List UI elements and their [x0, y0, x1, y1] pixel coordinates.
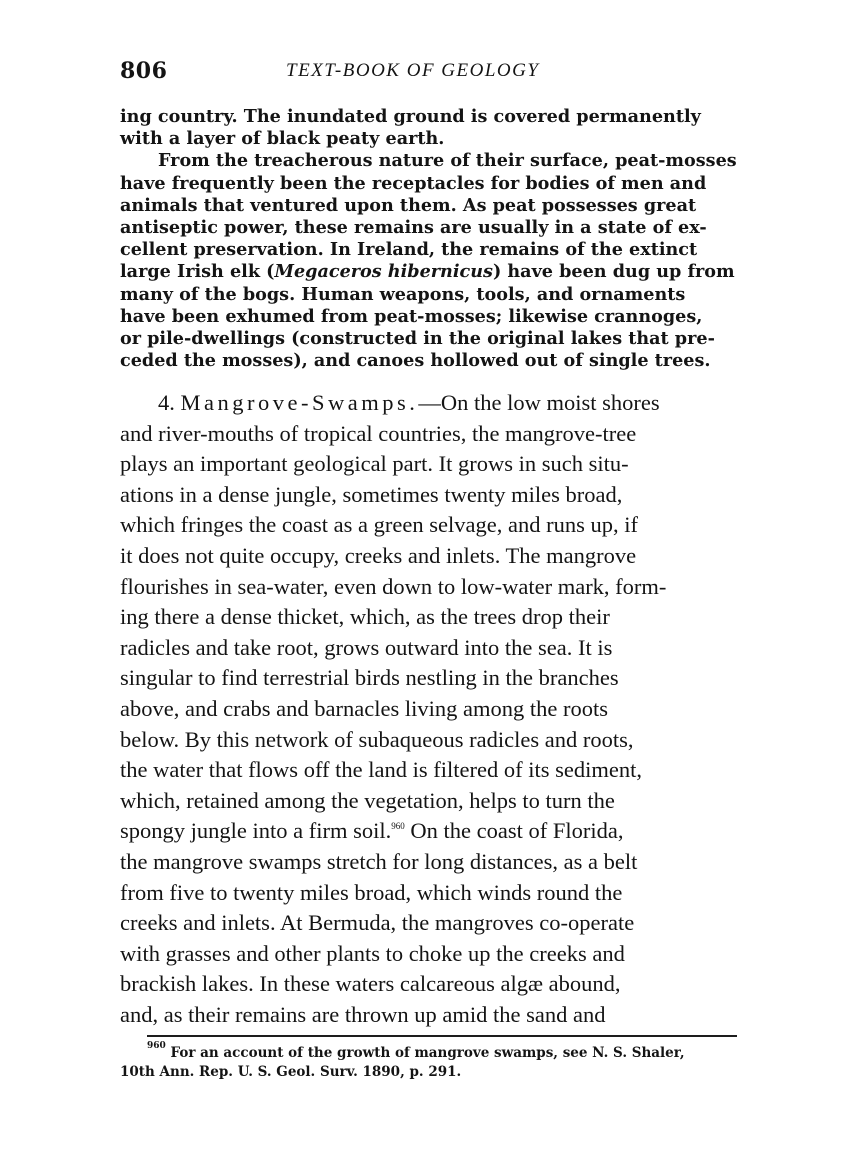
text-segment: large Irish elk (	[120, 261, 275, 283]
text-line: the water that flows off the land is filtered of its sediment,	[120, 757, 642, 783]
text-line: brackish lakes. In these waters calcareous algæ abound,	[120, 971, 621, 997]
text-line: From the treacherous nature of their surface, peat-mosses	[158, 150, 737, 172]
text-line	[120, 388, 736, 419]
text-line: ations in a dense jungle, sometimes twenty miles broad,	[120, 481, 623, 507]
footnote-marker: 960	[147, 1041, 166, 1051]
text-line: have been exhumed from peat-mosses; likewise crannoges,	[120, 305, 703, 327]
running-head: TEXT-BOOK OF GEOLOGY	[286, 60, 540, 81]
text-line: flourishes in sea-water, even down to low-water mark, form-	[120, 573, 667, 599]
text-line: with a layer of black peaty earth.	[120, 128, 445, 150]
text-line: the mangrove swamps stretch for long distances, as a belt	[120, 848, 638, 874]
text-segment: —On the low moist shores	[418, 390, 660, 415]
text-line	[120, 816, 736, 847]
text-line	[120, 261, 736, 283]
section-number: 4.	[158, 390, 175, 415]
peat-moss-paragraphs	[120, 106, 736, 372]
text-line: and, as their remains are thrown up amid the sand and	[120, 1001, 606, 1027]
species-name: Megaceros hibernicus	[274, 261, 493, 283]
text-line: above, and crabs and barnacles living among the roots	[120, 695, 608, 721]
text-line: radicles and take root, grows outward into the sea. It is	[120, 634, 613, 660]
mangrove-swamps-paragraph	[120, 388, 736, 1030]
section-heading: Mangrove-Swamps.	[180, 390, 419, 415]
text-line: creeks and inlets. At Bermuda, the mangroves co-operate	[120, 910, 635, 936]
text-line: many of the bogs. Human weapons, tools, and ornaments	[120, 283, 686, 305]
footnote-text: For an account of the growth of mangrove swamps, see N. S. Shaler,	[165, 1045, 685, 1061]
text-line: it does not quite occupy, creeks and inlets. The mangrove	[120, 542, 637, 568]
footnote	[120, 1041, 736, 1082]
text-line: ing there a dense thicket, which, as the trees drop their	[120, 604, 610, 630]
text-line: and river-mouths of tropical countries, the mangrove-tree	[120, 420, 637, 446]
text-line: with grasses and other plants to choke up the creeks and	[120, 940, 625, 966]
text-line: ceded the mosses), and canoes hollowed out of single trees.	[120, 350, 711, 372]
footnote-reference: 960	[391, 821, 405, 832]
text-segment: ) have been dug up from	[492, 261, 735, 283]
footnote-line: 10th Ann. Rep. U. S. Geol. Surv. 1890, p. 291.	[120, 1064, 462, 1080]
text-line: below. By this network of subaqueous radicles and roots,	[120, 726, 634, 752]
text-line: which fringes the coast as a green selvage, and runs up, if	[120, 512, 638, 538]
footnote-line	[120, 1041, 736, 1063]
text-line: cellent preservation. In Ireland, the remains of the extinct	[120, 239, 698, 261]
footnote-divider	[147, 1035, 737, 1037]
page-number: 806	[120, 58, 168, 84]
text-line: animals that ventured upon them. As peat possesses great	[120, 194, 697, 216]
text-line: or pile-dwellings (constructed in the original lakes that pre-	[120, 328, 715, 350]
text-segment: On the coast of Florida,	[404, 818, 624, 844]
text-line: which, retained among the vegetation, helps to turn the	[120, 787, 615, 813]
page-header	[120, 58, 740, 92]
text-line: plays an important geological part. It grows in such situ-	[120, 451, 629, 477]
text-line: ing country. The inundated ground is covered permanently	[120, 106, 701, 127]
text-line: from five to twenty miles broad, which winds round the	[120, 879, 623, 905]
text-segment: spongy jungle into a firm soil.	[120, 818, 392, 844]
text-line: singular to find terrestrial birds nestling in the branches	[120, 665, 619, 691]
text-line: have frequently been the receptacles for bodies of men and	[120, 172, 707, 194]
text-line: antiseptic power, these remains are usually in a state of ex-	[120, 217, 707, 239]
